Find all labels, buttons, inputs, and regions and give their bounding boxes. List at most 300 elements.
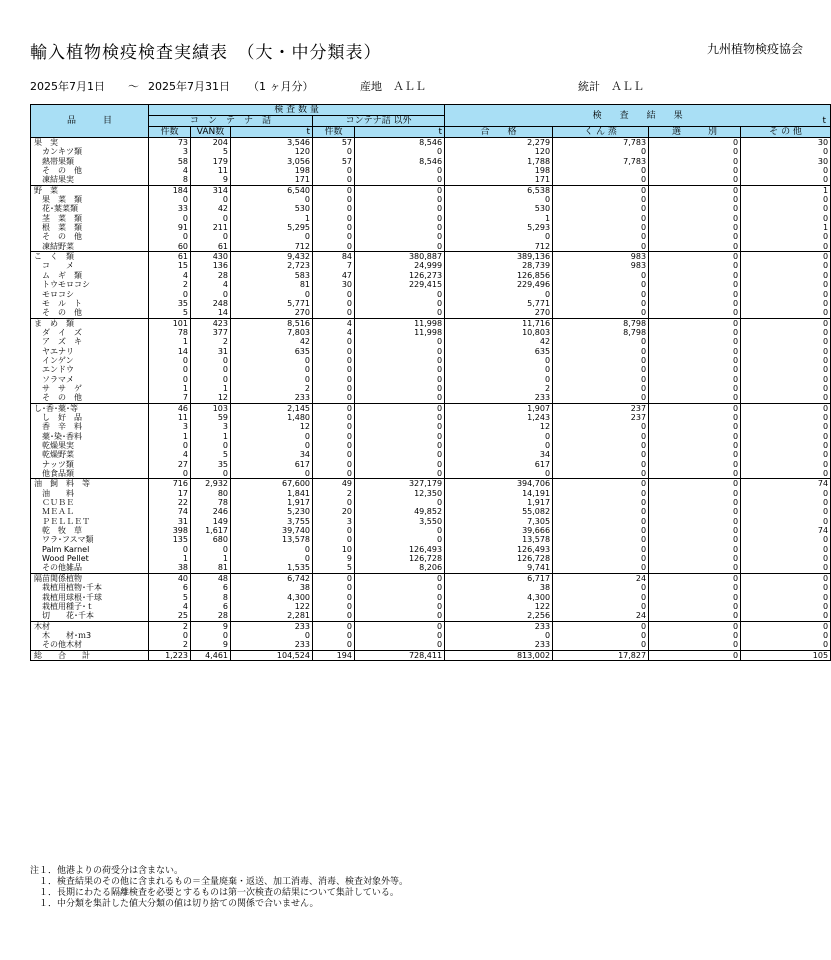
cell-value: 0 bbox=[553, 242, 649, 252]
footnotes bbox=[30, 866, 408, 910]
cell-value: 0 bbox=[231, 356, 313, 365]
cell-value: 0 bbox=[741, 375, 831, 384]
cell-value: 0 bbox=[313, 242, 355, 252]
cell-value: 3 bbox=[313, 517, 355, 526]
cell-value: 712 bbox=[445, 242, 553, 252]
cell-value: 0 bbox=[553, 479, 649, 489]
table-row bbox=[31, 175, 831, 185]
row-label: トウモロコシ bbox=[31, 280, 149, 289]
cell-value: 1,480 bbox=[231, 413, 313, 422]
row-label: 木 材･ｍ3 bbox=[31, 631, 149, 640]
cell-value: 38 bbox=[445, 583, 553, 592]
cell-value: 0 bbox=[231, 545, 313, 554]
table-row bbox=[31, 384, 831, 393]
header-tons-non-container: t bbox=[355, 127, 445, 138]
cell-value: 0 bbox=[741, 318, 831, 328]
cell-value: 0 bbox=[649, 252, 741, 262]
cell-value: 0 bbox=[355, 242, 445, 252]
cell-value: 0 bbox=[445, 356, 553, 365]
cell-value: 14,191 bbox=[445, 489, 553, 498]
cell-value: 0 bbox=[553, 384, 649, 393]
cell-value: 0 bbox=[649, 328, 741, 337]
cell-value: 35 bbox=[191, 460, 231, 469]
cell-value: 0 bbox=[741, 611, 831, 621]
row-label: カンキツ類 bbox=[31, 147, 149, 156]
cell-value: 0 bbox=[191, 195, 231, 204]
footnote: １．長期にわたる隔離検査を必要とするものは第一次検査の結果について集計している。 bbox=[30, 888, 399, 898]
cell-value: 0 bbox=[313, 175, 355, 185]
row-label: ま め 類 bbox=[31, 318, 149, 328]
table-row bbox=[31, 583, 831, 592]
cell-value: 0 bbox=[649, 223, 741, 232]
cell-value: 1,788 bbox=[445, 157, 553, 166]
cell-value: 0 bbox=[649, 422, 741, 431]
cell-value: 5 bbox=[149, 308, 191, 318]
header-count: 件数 bbox=[149, 127, 191, 138]
cell-value: 0 bbox=[649, 498, 741, 507]
cell-value: 0 bbox=[553, 204, 649, 213]
cell-value: 0 bbox=[741, 573, 831, 583]
cell-value: 40 bbox=[149, 573, 191, 583]
table-row bbox=[31, 563, 831, 573]
cell-value: 0 bbox=[355, 384, 445, 393]
table-row bbox=[31, 375, 831, 384]
cell-value: 0 bbox=[553, 545, 649, 554]
cell-value: 617 bbox=[231, 460, 313, 469]
cell-value: 0 bbox=[313, 290, 355, 299]
cell-value: 74 bbox=[741, 526, 831, 535]
cell-value: 57 bbox=[313, 138, 355, 148]
cell-value: 0 bbox=[649, 583, 741, 592]
table-row bbox=[31, 356, 831, 365]
row-label: 切 花･千本 bbox=[31, 611, 149, 621]
cell-value: 0 bbox=[313, 214, 355, 223]
origin-filter: 産地 ＡＬＬ bbox=[360, 80, 426, 93]
cell-value: 0 bbox=[191, 356, 231, 365]
cell-value: 0 bbox=[553, 232, 649, 241]
cell-value: 103 bbox=[191, 403, 231, 413]
table-row bbox=[31, 507, 831, 516]
row-label: サ サ ゲ bbox=[31, 384, 149, 393]
cell-value: 0 bbox=[741, 195, 831, 204]
cell-value: 30 bbox=[741, 138, 831, 148]
cell-value: 0 bbox=[741, 583, 831, 592]
cell-value: 229,415 bbox=[355, 280, 445, 289]
row-label: 凍結果実 bbox=[31, 175, 149, 185]
cell-value: 171 bbox=[445, 175, 553, 185]
footnote: １．中分類を集計した値大分類の値は切り捨ての関係で合いません。 bbox=[30, 899, 319, 909]
table-row bbox=[31, 422, 831, 431]
table-row bbox=[31, 554, 831, 563]
cell-value: 233 bbox=[445, 393, 553, 403]
cell-value: 233 bbox=[231, 393, 313, 403]
cell-value: 983 bbox=[553, 252, 649, 262]
row-label: その他雑品 bbox=[31, 563, 149, 573]
cell-value: 0 bbox=[313, 356, 355, 365]
cell-value: 0 bbox=[553, 535, 649, 544]
cell-value: 47 bbox=[313, 271, 355, 280]
table-row bbox=[31, 365, 831, 374]
table-row bbox=[31, 232, 831, 241]
cell-value: 67,600 bbox=[231, 479, 313, 489]
cell-value: 0 bbox=[649, 365, 741, 374]
cell-value: 4 bbox=[313, 318, 355, 328]
row-label: 野 菜 bbox=[31, 185, 149, 195]
cell-value: 0 bbox=[649, 432, 741, 441]
cell-value: 11 bbox=[149, 413, 191, 422]
cell-value: 24,999 bbox=[355, 261, 445, 270]
cell-value: 1 bbox=[191, 384, 231, 393]
cell-value: 0 bbox=[355, 337, 445, 346]
cell-value: 33 bbox=[149, 204, 191, 213]
cell-value: 0 bbox=[445, 375, 553, 384]
cell-value: 0 bbox=[355, 583, 445, 592]
cell-value: 0 bbox=[741, 441, 831, 450]
row-label: 木材 bbox=[31, 621, 149, 631]
cell-value: 2 bbox=[149, 640, 191, 650]
cell-value: 0 bbox=[741, 640, 831, 650]
cell-value: 4,300 bbox=[231, 593, 313, 602]
cell-value: 4,461 bbox=[191, 650, 231, 660]
cell-value: 248 bbox=[191, 299, 231, 308]
cell-value: 0 bbox=[741, 507, 831, 516]
cell-value: 0 bbox=[231, 375, 313, 384]
cell-value: 0 bbox=[741, 356, 831, 365]
cell-value: 0 bbox=[741, 214, 831, 223]
cell-value: 4 bbox=[191, 280, 231, 289]
cell-value: 0 bbox=[741, 393, 831, 403]
cell-value: 1,917 bbox=[445, 498, 553, 507]
cell-value: 0 bbox=[649, 147, 741, 156]
cell-value: 0 bbox=[313, 441, 355, 450]
row-label: 油 料 bbox=[31, 489, 149, 498]
cell-value: 0 bbox=[313, 432, 355, 441]
cell-value: 3,755 bbox=[231, 517, 313, 526]
cell-value: 0 bbox=[149, 545, 191, 554]
cell-value: 6,742 bbox=[231, 573, 313, 583]
row-label: ＰＥＬＬＥＴ bbox=[31, 517, 149, 526]
cell-value: 0 bbox=[313, 469, 355, 479]
table-row bbox=[31, 640, 831, 650]
cell-value: 0 bbox=[649, 299, 741, 308]
cell-value: 0 bbox=[741, 271, 831, 280]
cell-value: 122 bbox=[445, 602, 553, 611]
cell-value: 0 bbox=[355, 204, 445, 213]
cell-value: 635 bbox=[445, 347, 553, 356]
cell-value: 8,798 bbox=[553, 318, 649, 328]
cell-value: 84 bbox=[313, 252, 355, 262]
cell-value: 0 bbox=[313, 384, 355, 393]
header-results bbox=[445, 105, 831, 127]
cell-value: 5 bbox=[313, 563, 355, 573]
table-row bbox=[31, 611, 831, 621]
table-row bbox=[31, 631, 831, 640]
cell-value: 0 bbox=[313, 621, 355, 631]
cell-value: 0 bbox=[355, 450, 445, 459]
cell-value: 7,783 bbox=[553, 138, 649, 148]
cell-value: 2 bbox=[149, 280, 191, 289]
cell-value: 149 bbox=[191, 517, 231, 526]
table-row bbox=[31, 535, 831, 544]
cell-value: 6,717 bbox=[445, 573, 553, 583]
cell-value: 0 bbox=[553, 640, 649, 650]
cell-value: 42 bbox=[191, 204, 231, 213]
cell-value: 0 bbox=[649, 232, 741, 241]
cell-value: 0 bbox=[553, 450, 649, 459]
stats-filter: 統計 ＡＬＬ bbox=[578, 80, 644, 93]
cell-value: 0 bbox=[553, 422, 649, 431]
cell-value: 0 bbox=[741, 347, 831, 356]
table-row bbox=[31, 593, 831, 602]
organization-name: 九州植物検疫協会 bbox=[706, 42, 803, 56]
cell-value: 1 bbox=[191, 554, 231, 563]
cell-value: 10,803 bbox=[445, 328, 553, 337]
cell-value: 0 bbox=[231, 432, 313, 441]
cell-value: 12 bbox=[231, 422, 313, 431]
cell-value: 0 bbox=[231, 365, 313, 374]
header-quantity: 検 査 数 量 bbox=[149, 105, 445, 116]
row-label: Palm Karnel bbox=[31, 545, 149, 554]
cell-value: 380,887 bbox=[355, 252, 445, 262]
cell-value: 0 bbox=[355, 535, 445, 544]
cell-value: 34 bbox=[231, 450, 313, 459]
cell-value: 2,279 bbox=[445, 138, 553, 148]
cell-value: 0 bbox=[313, 166, 355, 175]
cell-value: 91 bbox=[149, 223, 191, 232]
cell-value: 122 bbox=[231, 602, 313, 611]
cell-value: 2 bbox=[149, 621, 191, 631]
cell-value: 1 bbox=[191, 432, 231, 441]
table-row bbox=[31, 460, 831, 469]
category-row bbox=[31, 621, 831, 631]
cell-value: 0 bbox=[355, 356, 445, 365]
cell-value: 7 bbox=[149, 393, 191, 403]
cell-value: 0 bbox=[355, 526, 445, 535]
cell-value: 78 bbox=[149, 328, 191, 337]
cell-value: 9 bbox=[191, 621, 231, 631]
row-label: 油 飼 料 等 bbox=[31, 479, 149, 489]
cell-value: 0 bbox=[355, 460, 445, 469]
cell-value: 0 bbox=[649, 602, 741, 611]
cell-value: 9,741 bbox=[445, 563, 553, 573]
cell-value: 24 bbox=[553, 573, 649, 583]
cell-value: 6 bbox=[149, 583, 191, 592]
table-row bbox=[31, 271, 831, 280]
row-label: 栽植用植物･千本 bbox=[31, 583, 149, 592]
cell-value: 0 bbox=[553, 280, 649, 289]
cell-value: 204 bbox=[191, 138, 231, 148]
cell-value: 20 bbox=[313, 507, 355, 516]
cell-value: 0 bbox=[741, 328, 831, 337]
header-non-container: コンテナ詰 以外 bbox=[313, 116, 445, 127]
cell-value: 0 bbox=[313, 460, 355, 469]
cell-value: 0 bbox=[149, 375, 191, 384]
cell-value: 0 bbox=[741, 166, 831, 175]
cell-value: 0 bbox=[355, 469, 445, 479]
cell-value: 0 bbox=[553, 563, 649, 573]
row-label: 乾燥果実 bbox=[31, 441, 149, 450]
cell-value: 617 bbox=[445, 460, 553, 469]
cell-value: 1 bbox=[149, 384, 191, 393]
cell-value: 0 bbox=[313, 232, 355, 241]
cell-value: 0 bbox=[553, 175, 649, 185]
cell-value: 0 bbox=[313, 393, 355, 403]
cell-value: 0 bbox=[313, 535, 355, 544]
cell-value: 0 bbox=[553, 432, 649, 441]
table-row bbox=[31, 526, 831, 535]
cell-value: 0 bbox=[553, 489, 649, 498]
row-label: 茎 菜 類 bbox=[31, 214, 149, 223]
cell-value: 2,281 bbox=[231, 611, 313, 621]
cell-value: 0 bbox=[355, 299, 445, 308]
cell-value: 34 bbox=[445, 450, 553, 459]
cell-value: 327,179 bbox=[355, 479, 445, 489]
cell-value: 8 bbox=[191, 593, 231, 602]
cell-value: 0 bbox=[553, 583, 649, 592]
cell-value: 423 bbox=[191, 318, 231, 328]
table-row bbox=[31, 337, 831, 346]
cell-value: 74 bbox=[149, 507, 191, 516]
cell-value: 0 bbox=[553, 517, 649, 526]
cell-value: 14 bbox=[149, 347, 191, 356]
cell-value: 0 bbox=[231, 554, 313, 563]
cell-value: 0 bbox=[355, 631, 445, 640]
cell-value: 0 bbox=[191, 290, 231, 299]
row-label: ダ イ ズ bbox=[31, 328, 149, 337]
cell-value: 1,917 bbox=[231, 498, 313, 507]
cell-value: 30 bbox=[313, 280, 355, 289]
cell-value: 0 bbox=[445, 195, 553, 204]
row-label: こ く 類 bbox=[31, 252, 149, 262]
row-label: ム ギ 類 bbox=[31, 271, 149, 280]
cell-value: 0 bbox=[313, 347, 355, 356]
header-sorting: 選 別 bbox=[649, 127, 741, 138]
cell-value: 6 bbox=[191, 602, 231, 611]
row-label: 果 菜 類 bbox=[31, 195, 149, 204]
cell-value: 28,739 bbox=[445, 261, 553, 270]
row-label: ＣＵＢＥ bbox=[31, 498, 149, 507]
cell-value: 0 bbox=[313, 337, 355, 346]
cell-value: 0 bbox=[649, 489, 741, 498]
cell-value: 0 bbox=[355, 185, 445, 195]
cell-value: 0 bbox=[649, 280, 741, 289]
cell-value: 394,706 bbox=[445, 479, 553, 489]
cell-value: 0 bbox=[553, 631, 649, 640]
cell-value: 0 bbox=[741, 554, 831, 563]
cell-value: 530 bbox=[231, 204, 313, 213]
cell-value: 0 bbox=[553, 375, 649, 384]
cell-value: 0 bbox=[313, 602, 355, 611]
cell-value: 80 bbox=[191, 489, 231, 498]
cell-value: 5 bbox=[149, 593, 191, 602]
cell-value: 105 bbox=[741, 650, 831, 660]
cell-value: 194 bbox=[313, 650, 355, 660]
category-row bbox=[31, 138, 831, 148]
cell-value: 184 bbox=[149, 185, 191, 195]
cell-value: 9 bbox=[191, 640, 231, 650]
cell-value: 28 bbox=[191, 271, 231, 280]
cell-value: 0 bbox=[313, 204, 355, 213]
cell-value: 0 bbox=[553, 554, 649, 563]
cell-value: 1 bbox=[741, 185, 831, 195]
cell-value: 61 bbox=[191, 242, 231, 252]
cell-value: 0 bbox=[741, 290, 831, 299]
cell-value: 0 bbox=[355, 393, 445, 403]
cell-value: 0 bbox=[649, 347, 741, 356]
cell-value: 0 bbox=[149, 356, 191, 365]
row-label: ソラマメ bbox=[31, 375, 149, 384]
cell-value: 74 bbox=[741, 479, 831, 489]
cell-value: 0 bbox=[355, 223, 445, 232]
cell-value: 49,852 bbox=[355, 507, 445, 516]
cell-value: 0 bbox=[445, 631, 553, 640]
cell-value: 0 bbox=[649, 563, 741, 573]
row-label: 果 実 bbox=[31, 138, 149, 148]
cell-value: 0 bbox=[649, 469, 741, 479]
cell-value: 31 bbox=[191, 347, 231, 356]
cell-value: 42 bbox=[445, 337, 553, 346]
table-row bbox=[31, 261, 831, 270]
row-label: そ の 他 bbox=[31, 393, 149, 403]
row-label: ナッツ類 bbox=[31, 460, 149, 469]
cell-value: 0 bbox=[313, 299, 355, 308]
table-row bbox=[31, 147, 831, 156]
cell-value: 233 bbox=[445, 640, 553, 650]
cell-value: 6,538 bbox=[445, 185, 553, 195]
table-row bbox=[31, 223, 831, 232]
cell-value: 22 bbox=[149, 498, 191, 507]
table-row bbox=[31, 347, 831, 356]
page-title: 輸入植物検疫検査実績表 （大・中分類表） bbox=[30, 43, 382, 63]
table-body bbox=[31, 138, 831, 661]
cell-value: 2,256 bbox=[445, 611, 553, 621]
cell-value: 0 bbox=[553, 308, 649, 318]
cell-value: 0 bbox=[553, 337, 649, 346]
cell-value: 0 bbox=[649, 204, 741, 213]
cell-value: 0 bbox=[741, 175, 831, 185]
cell-value: 0 bbox=[553, 498, 649, 507]
cell-value: 270 bbox=[445, 308, 553, 318]
table-row bbox=[31, 195, 831, 204]
cell-value: 0 bbox=[649, 175, 741, 185]
cell-value: 24 bbox=[553, 611, 649, 621]
cell-value: 716 bbox=[149, 479, 191, 489]
cell-value: 0 bbox=[649, 195, 741, 204]
row-label: エンドウ bbox=[31, 365, 149, 374]
cell-value: 0 bbox=[355, 308, 445, 318]
header-pass: 合 格 bbox=[445, 127, 553, 138]
cell-value: 0 bbox=[741, 299, 831, 308]
cell-value: 0 bbox=[741, 545, 831, 554]
row-label: ワラ･フスマ類 bbox=[31, 535, 149, 544]
cell-value: 583 bbox=[231, 271, 313, 280]
cell-value: 0 bbox=[191, 631, 231, 640]
cell-value: 211 bbox=[191, 223, 231, 232]
cell-value: 4 bbox=[149, 271, 191, 280]
cell-value: 46 bbox=[149, 403, 191, 413]
cell-value: 5,230 bbox=[231, 507, 313, 516]
cell-value: 1,535 bbox=[231, 563, 313, 573]
cell-value: 3,550 bbox=[355, 517, 445, 526]
cell-value: 4,300 bbox=[445, 593, 553, 602]
cell-value: 126,856 bbox=[445, 271, 553, 280]
cell-value: 0 bbox=[355, 593, 445, 602]
cell-value: 0 bbox=[649, 460, 741, 469]
cell-value: 0 bbox=[649, 271, 741, 280]
cell-value: 3 bbox=[149, 422, 191, 431]
cell-value: 246 bbox=[191, 507, 231, 516]
table-row bbox=[31, 469, 831, 479]
